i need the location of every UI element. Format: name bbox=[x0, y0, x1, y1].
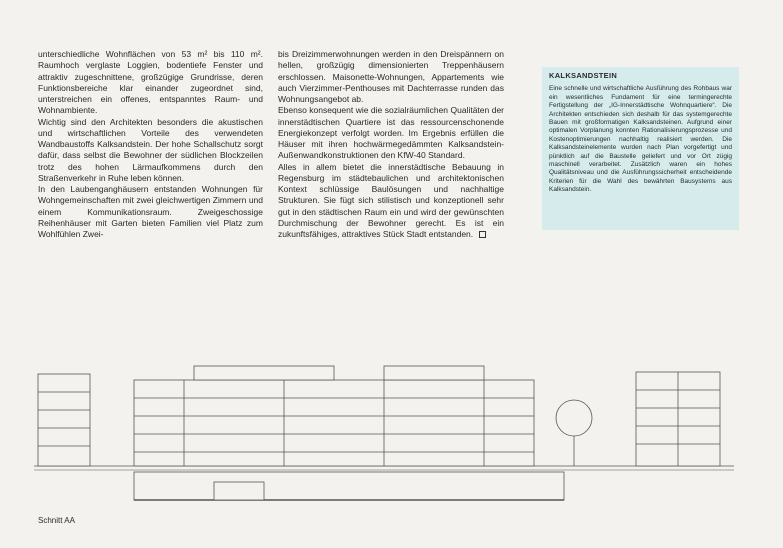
info-box bbox=[542, 67, 739, 230]
paragraph: unterschiedliche Wohnflächen von 53 m² bis 110 m². Raumhoch verglaste Loggien, bodentiefe Fenster und attraktiv zugeschnittene, großzügige Grundrisse, deren Funktionsbereiche klar einander zugeordnet sind, unterstreichen ein offenes, entspanntes Raum- und Wohnambiente. bbox=[38, 49, 263, 116]
paragraph-with-endmark bbox=[278, 162, 504, 241]
paragraph: Ebenso konsequent wie die sozialräumlichen Qualitäten der innerstädtischen Quartiere ist das ressourcenschonende Energiekonzept verfolgt worden. Im Ergebnis erfüllen die Häuser mit ihren hochwärmegedämmten Kalksandstein-Außenwandkonstruktionen den KfW-40 Standard. bbox=[278, 105, 504, 161]
paragraph: Wichtig sind den Architekten besonders die akustischen und wirtschaftlichen Vorteile des verwendeten Wandbaustoffs Kalksandstein. Der hohe Schallschutz sorgt dafür, dass selbst die Bewohner der südlichen Blockzeilen trotz des hohen Lärmaufkommens durch den Straßenverkehr in Ruhe leben können. bbox=[38, 116, 263, 183]
paragraph: bis Dreizimmerwohnungen werden in den Dreispännern on hellen, großzügig dimensionierten Treppenhäusern erschlossen. Maisonette-Wohnungen, Appartements wie auch Vierzimmer-Penthouses mit Dachterrasse runden das Wohnungsangebot ab. bbox=[278, 49, 504, 104]
end-of-article-icon bbox=[479, 231, 486, 238]
info-box-title: KALKSANDSTEIN bbox=[549, 71, 618, 80]
info-box-text: Eine schnelle und wirtschaftliche Ausführung des Rohbaus war ein wesentliches Fundament für eine termingerechte Fertigstellung der „IG-Innerstädtische Wohnquartiere“. Die Architekten entschieden sich deshalb für das systemgerechte Bauen mit großformatigen Kalksandsteinen. Aufgrund einer optimalen Vorplanung konnten Rationalisierungsprozesse und Kostenoptimierungen nachhaltig realisiert werden. Die Kalksandsteinelemente wurden nach Plan vorgefertigt und pünktlich auf die Baustelle geliefert und vor Ort zügig maschinell verarbeitet. Zusätzlich waren ein hohes Qualitätsniveau und die Ausführungssicherheit entscheidende Kriterien für die Wahl des bewährten Bausystems aus Kalksandstein. bbox=[549, 85, 732, 194]
figure-caption: Schnitt AA bbox=[38, 516, 75, 525]
paragraph: Alles in allem bietet die innerstädtische Bebauung in Regensburg im städtebaulichen und architektonischen Kontext schlüssige Baulösungen und nachhaltige Strukturen. Sie fügt sich stilistisch und konzeptionell sehr gut in den städtischen Raum ein und wird der gewünschten Durchmischung der Bewohner gerecht. Es ist ein zukunftsfähiges, attraktives Stück Stadt entstanden. bbox=[278, 161, 504, 239]
text-column-1 bbox=[38, 49, 263, 240]
section-drawing bbox=[34, 360, 734, 508]
text-column-2 bbox=[278, 49, 504, 240]
paragraph: In den Laubenganghäusern entstanden Wohnungen für Wohngemeinschaften mit zwei gleichwertigen Zimmern und einem Kommunikationsraum. Zweigeschossige Reihenhäuser mit Garten bieten Familien viel Platz zum Wohlfühlen Zwei- bbox=[38, 184, 263, 239]
